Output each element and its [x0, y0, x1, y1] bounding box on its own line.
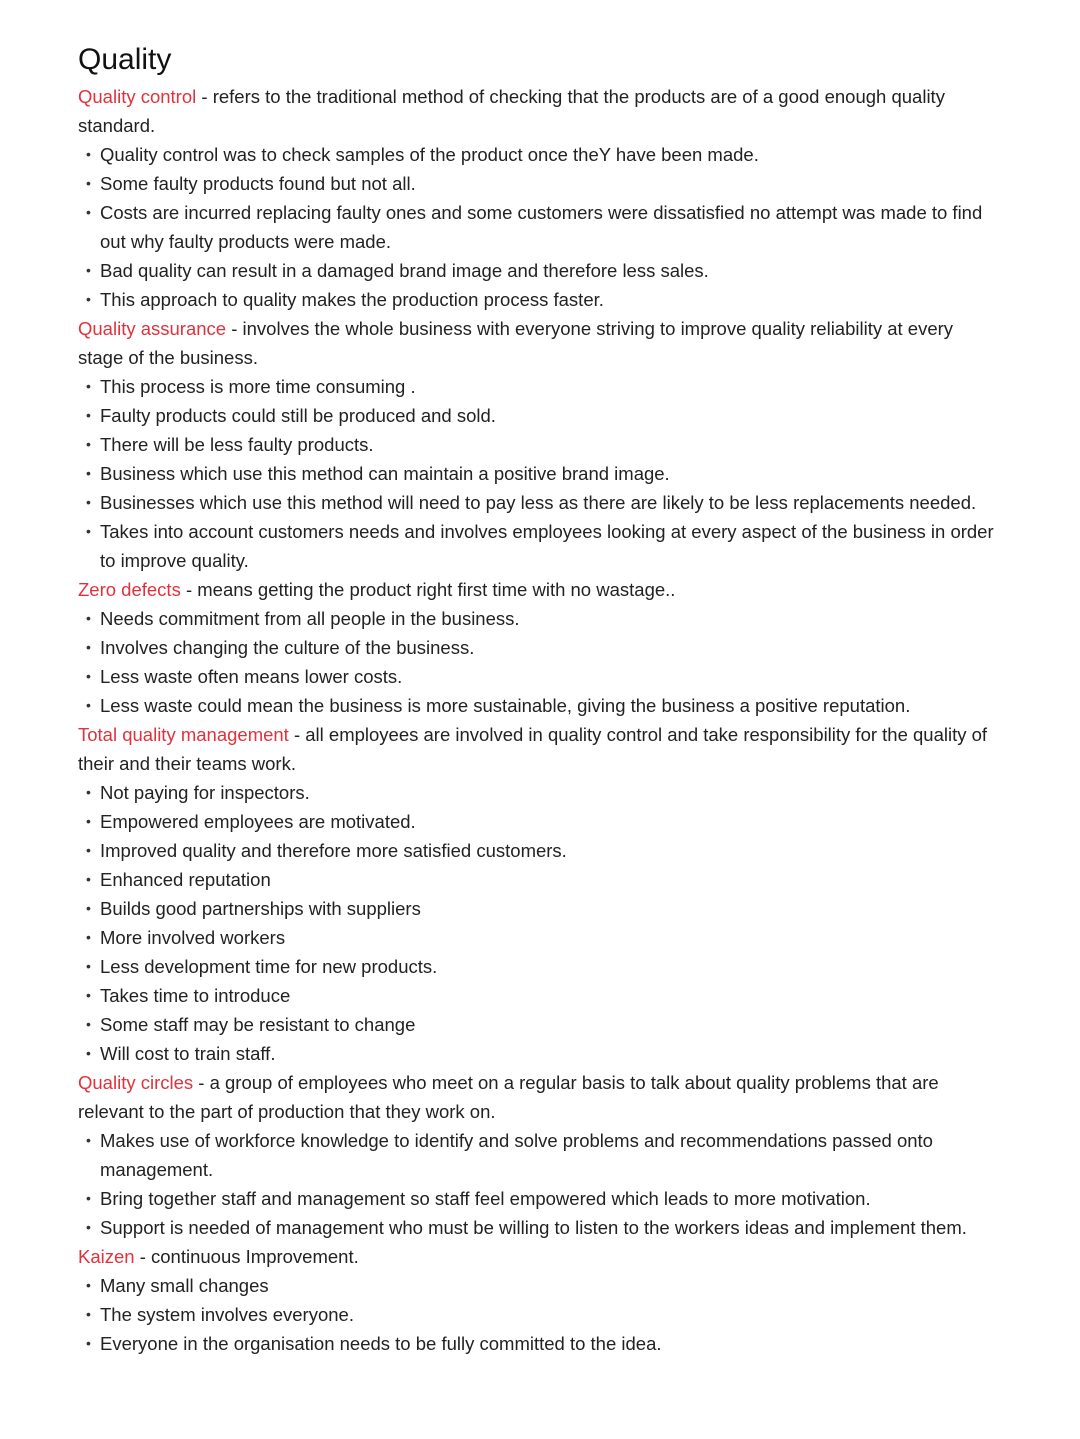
- definition-text: - a group of employees who meet on a regular basis to talk about quality problems that are relevant to the part of production that they work on.: [78, 1072, 939, 1122]
- term: Zero defects: [78, 579, 181, 600]
- list-item: • Many small changes: [78, 1271, 1003, 1300]
- notes-page: [78, 40, 1003, 1358]
- sections: [78, 82, 1003, 1358]
- list-item: • Businesses which use this method will need to pay less as there are likely to be less replacements needed.: [78, 488, 1003, 517]
- list-item: • Support is needed of management who must be willing to listen to the workers ideas and implement them.: [78, 1213, 1003, 1242]
- section-quality-assurance: [78, 314, 1003, 575]
- definition: [78, 575, 1003, 604]
- list-item: • Some faulty products found but not all.: [78, 169, 1003, 198]
- definition: [78, 1068, 1003, 1126]
- list-item: • Some staff may be resistant to change: [78, 1010, 1003, 1039]
- term: Quality control: [78, 86, 197, 107]
- list-item: • Enhanced reputation: [78, 865, 1003, 894]
- section-total-quality-management: [78, 720, 1003, 1068]
- list-item: • Less waste could mean the business is more sustainable, giving the business a positive reputation.: [78, 691, 1003, 720]
- bullet-list: [78, 778, 1003, 1068]
- list-item: • Less development time for new products.: [78, 952, 1003, 981]
- list-item: • Empowered employees are motivated.: [78, 807, 1003, 836]
- list-item: • There will be less faulty products.: [78, 430, 1003, 459]
- list-item: • Takes into account customers needs and involves employees looking at every aspect of the business in order to improve quality.: [78, 517, 1003, 575]
- list-item: • Bad quality can result in a damaged brand image and therefore less sales.: [78, 256, 1003, 285]
- page-title: Quality: [78, 43, 172, 76]
- list-item: • Will cost to train staff.: [78, 1039, 1003, 1068]
- term: Quality circles: [78, 1072, 194, 1093]
- list-item: • Builds good partnerships with suppliers: [78, 894, 1003, 923]
- list-item: • Faulty products could still be produced and sold.: [78, 401, 1003, 430]
- definition-text: - refers to the traditional method of checking that the products are of a good enough quality standard.: [78, 86, 945, 136]
- term: Kaizen: [78, 1246, 135, 1267]
- definition: [78, 1242, 1003, 1271]
- definition: [78, 82, 1003, 140]
- section-kaizen: [78, 1242, 1003, 1358]
- list-item: • The system involves everyone.: [78, 1300, 1003, 1329]
- term: Quality assurance: [78, 318, 227, 339]
- list-item: • Everyone in the organisation needs to be fully committed to the idea.: [78, 1329, 1003, 1358]
- list-item: • Quality control was to check samples of the product once theY have been made.: [78, 140, 1003, 169]
- definition: [78, 314, 1003, 372]
- list-item: • Improved quality and therefore more satisfied customers.: [78, 836, 1003, 865]
- list-item: • Makes use of workforce knowledge to identify and solve problems and recommendations passed onto management.: [78, 1126, 1003, 1184]
- section-zero-defects: [78, 575, 1003, 720]
- definition-text: - continuous Improvement.: [134, 1246, 359, 1267]
- section-quality-circles: [78, 1068, 1003, 1242]
- definition: [78, 720, 1003, 778]
- bullet-list: [78, 604, 1003, 720]
- list-item: • Not paying for inspectors.: [78, 778, 1003, 807]
- term: Total quality management: [78, 724, 289, 745]
- definition-text: - involves the whole business with everyone striving to improve quality reliability at every stage of the business.: [78, 318, 954, 368]
- bullet-list: [78, 140, 1003, 314]
- definition-text: - means getting the product right first time with no wastage..: [180, 579, 676, 600]
- list-item: • Takes time to introduce: [78, 981, 1003, 1010]
- list-item: • This approach to quality makes the production process faster.: [78, 285, 1003, 314]
- list-item: • More involved workers: [78, 923, 1003, 952]
- list-item: • Business which use this method can maintain a positive brand image.: [78, 459, 1003, 488]
- section-quality-control: [78, 82, 1003, 314]
- list-item: • Bring together staff and management so staff feel empowered which leads to more motivation.: [78, 1184, 1003, 1213]
- bullet-list: [78, 372, 1003, 575]
- list-item: • Involves changing the culture of the business.: [78, 633, 1003, 662]
- list-item: • Needs commitment from all people in the business.: [78, 604, 1003, 633]
- list-item: • This process is more time consuming .: [78, 372, 1003, 401]
- definition-text: - all employees are involved in quality control and take responsibility for the quality of their and their teams work.: [78, 724, 988, 774]
- bullet-list: [78, 1126, 1003, 1242]
- list-item: • Costs are incurred replacing faulty ones and some customers were dissatisfied no attempt was made to find out why faulty products were made.: [78, 198, 1003, 256]
- bullet-list: [78, 1271, 1003, 1358]
- list-item: • Less waste often means lower costs.: [78, 662, 1003, 691]
